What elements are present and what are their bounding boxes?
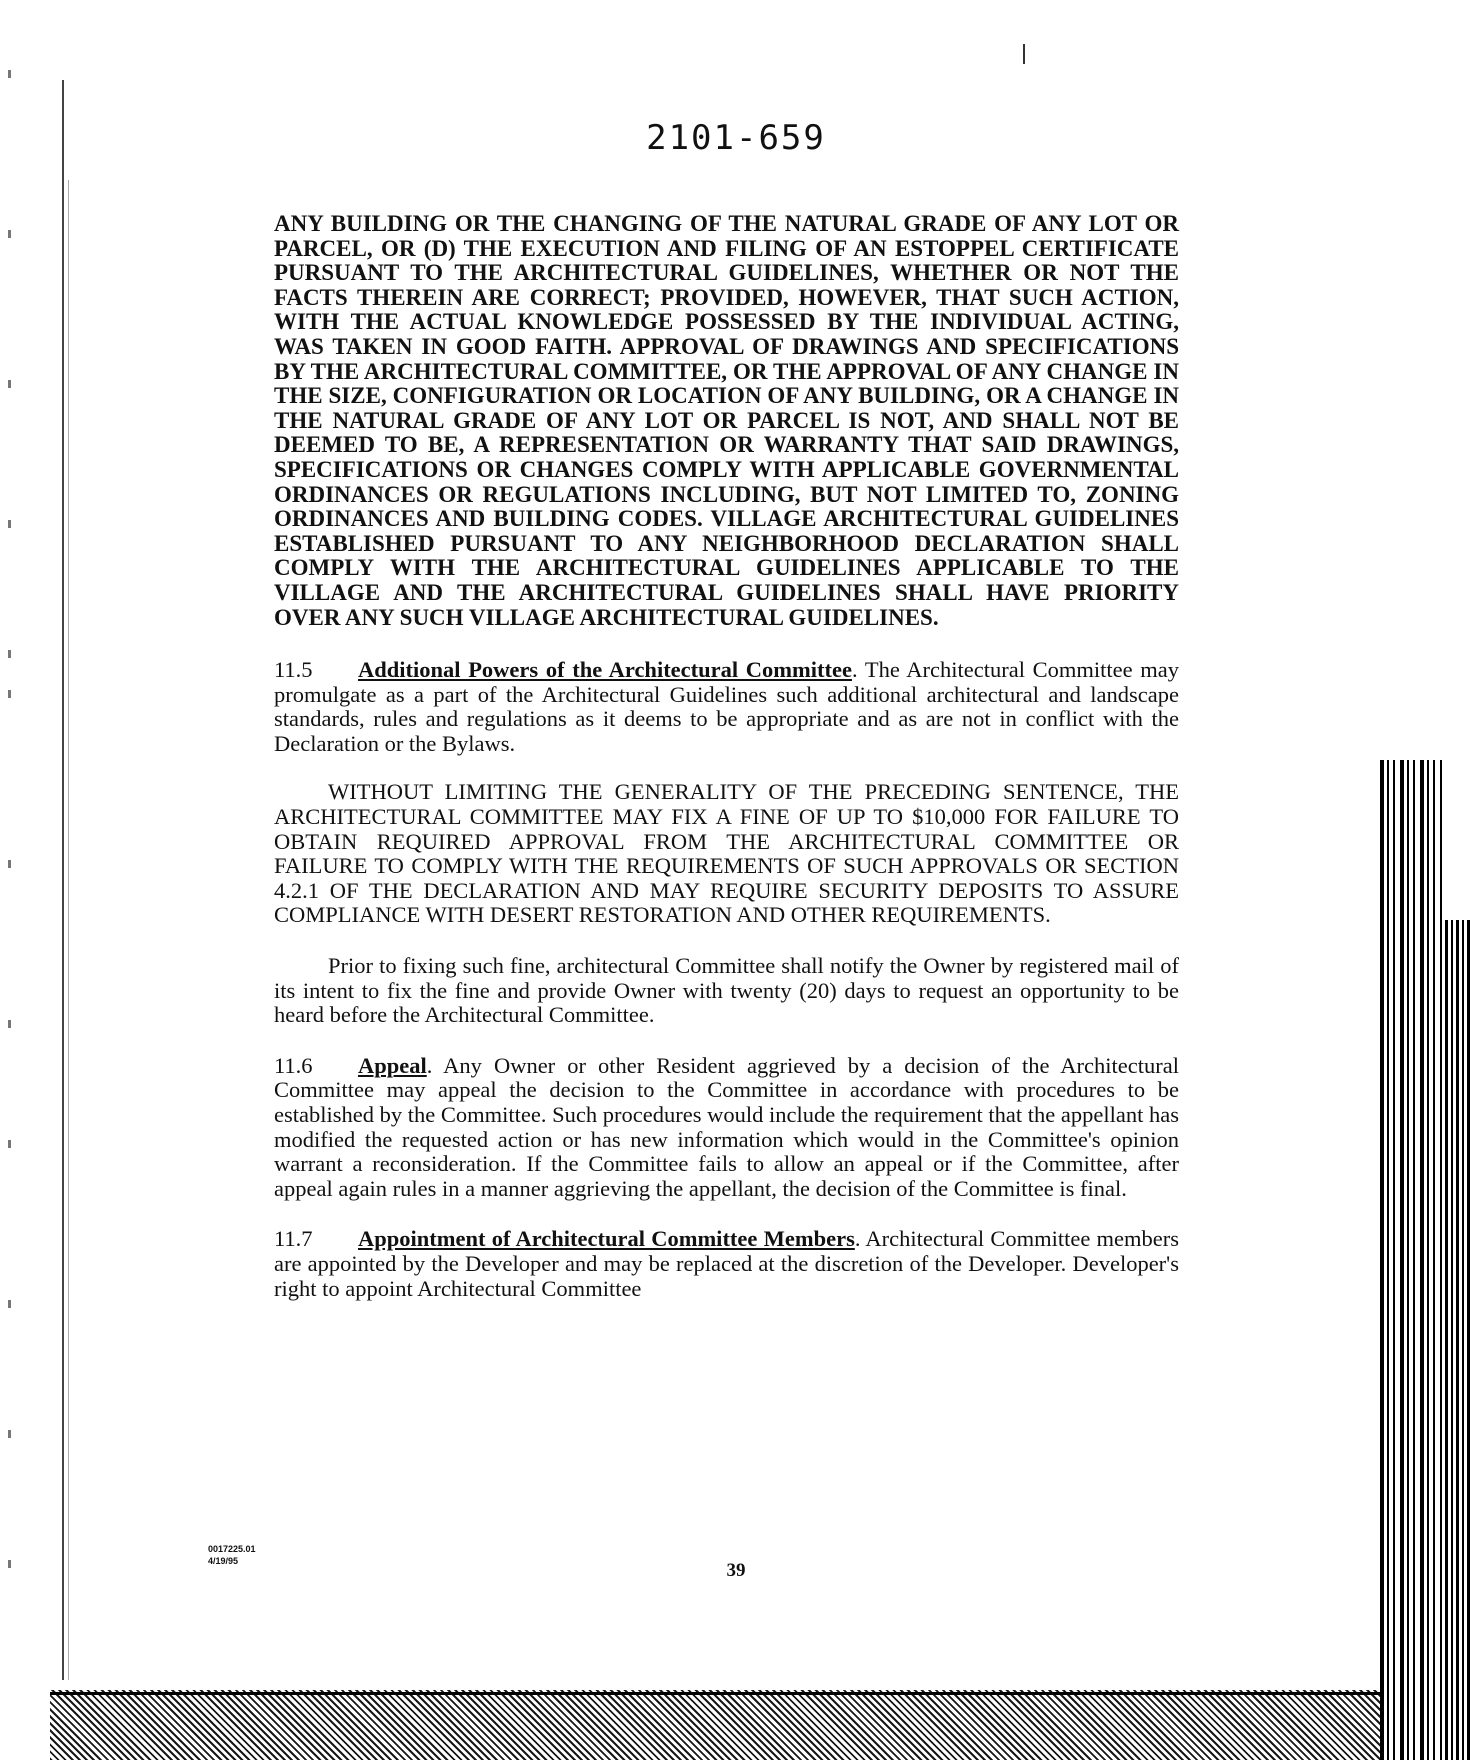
section-11-5 <box>274 658 1179 756</box>
fine-caps-paragraph: WITHOUT LIMITING THE GENERALITY OF THE PRECEDING SENTENCE, THE ARCHITECTURAL COMMITTEE MAY FIX A FINE OF UP TO $10,000 FOR FAILURE TO OBTAIN REQUIRED APPROVAL FROM THE ARCHITECTURAL COMMITTEE OR FAILURE TO COMPLY WITH THE REQUIREMENTS OF SUCH APPROVALS OR SECTION 4.2.1 OF THE DECLARATION AND MAY REQUIRE SECURITY DEPOSITS TO ASSURE COMPLIANCE WITH DESERT RESTORATION AND OTHER REQUIREMENTS. <box>274 779 1179 928</box>
section-title: Appointment of Architectural Committee Members <box>358 1226 855 1252</box>
section-number: 11.5 <box>274 657 313 683</box>
notice-paragraph: Prior to fixing such fine, architectural Committee shall notify the Owner by registered mail of its intent to fix the fine and provide Owner with twenty (20) days to request an opportunity to be heard before the Architectural Committee. <box>274 953 1179 1028</box>
section-11-7 <box>274 1227 1179 1301</box>
doc-date: 4/19/95 <box>208 1556 239 1566</box>
scan-noise-bottom-line <box>50 1692 1380 1695</box>
section-title: Additional Powers of the Architectural Committee <box>358 657 852 683</box>
continued-caps-paragraph: ANY BUILDING OR THE CHANGING OF THE NATURAL GRADE OF ANY LOT OR PARCEL, OR (D) THE EXECUTION AND FILING OF AN ESTOPPEL CERTIFICATE PURSUANT TO THE ARCHITECTURAL GUIDELINES, WHETHER OR NOT THE FACTS THEREIN ARE CORRECT; PROVIDED, HOWEVER, THAT SUCH ACTION, WITH THE ACTUAL KNOWLEDGE POSSESSED BY THE INDIVIDUAL ACTING, WAS TAKEN IN GOOD FAITH. APPROVAL OF DRAWINGS AND SPECIFICATIONS BY THE ARCHITECTURAL COMMITTEE, OR THE APPROVAL OF ANY CHANGE IN THE SIZE, CONFIGURATION OR LOCATION OF ANY BUILDING, OR A CHANGE IN THE NATURAL GRADE OF ANY LOT OR PARCEL IS NOT, AND SHALL NOT BE DEEMED TO BE, A REPRESENTATION OR WARRANTY THAT SAID DRAWINGS, SPECIFICATIONS OR CHANGES COMPLY WITH APPLICABLE GOVERNMENTAL ORDINANCES OR REGULATIONS INCLUDING, BUT NOT LIMITED TO, ZONING ORDINANCES AND BUILDING CODES. VILLAGE ARCHITECTURAL GUIDELINES ESTABLISHED PURSUANT TO ANY NEIGHBORHOOD DECLARATION SHALL COMPLY WITH THE ARCHITECTURAL GUIDELINES APPLICABLE TO THE VILLAGE AND THE ARCHITECTURAL GUIDELINES SHALL HAVE PRIORITY OVER ANY SUCH VILLAGE ARCHITECTURAL GUIDELINES. <box>274 211 1179 630</box>
section-11-6 <box>274 1054 1179 1202</box>
doc-code: 0017225.01 <box>208 1544 256 1554</box>
section-text: . Architectural Committee members are appointed by the Developer and may be replaced at the discretion of the Developer. Developer's right to appoint Architectural Committee <box>274 1226 1180 1301</box>
page-number: 39 <box>726 1560 746 1581</box>
document-number: 2101-659 <box>646 118 826 158</box>
section-number: 11.7 <box>274 1226 313 1252</box>
scan-noise-right-outer <box>1440 920 1472 1760</box>
page-body <box>274 212 1179 1301</box>
scan-border-left-inner <box>68 180 69 1680</box>
scan-noise-bottom <box>50 1690 1380 1760</box>
section-number: 11.6 <box>274 1052 313 1078</box>
section-title: Appeal <box>358 1052 427 1078</box>
scan-mark-top <box>1023 44 1025 64</box>
section-text: . Any Owner or other Resident aggrieved by a decision of the Architectural Committee may appeal the decision to the Committee in accordance with procedures to be established by the Committee. Such procedures would include the requirement that the appellant has modified the requested action or has new information which would in the Committee's opinion warrant a reconsideration. If the Committee fails to allow an appeal or if the Committee, after appeal again rules in a manner aggrieving the appellant, the decision of the Committee is final. <box>274 1052 1179 1201</box>
scan-noise-right <box>1380 760 1442 1760</box>
scan-border-left <box>62 80 64 1680</box>
section-text: . The Architectural Committee may promulgate as a part of the Architectural Guidelines such additional architectural and landscape standards, rules and regulations as it deems to be appropriate and as are not in conflict with the Declaration or the Bylaws. <box>274 657 1179 756</box>
